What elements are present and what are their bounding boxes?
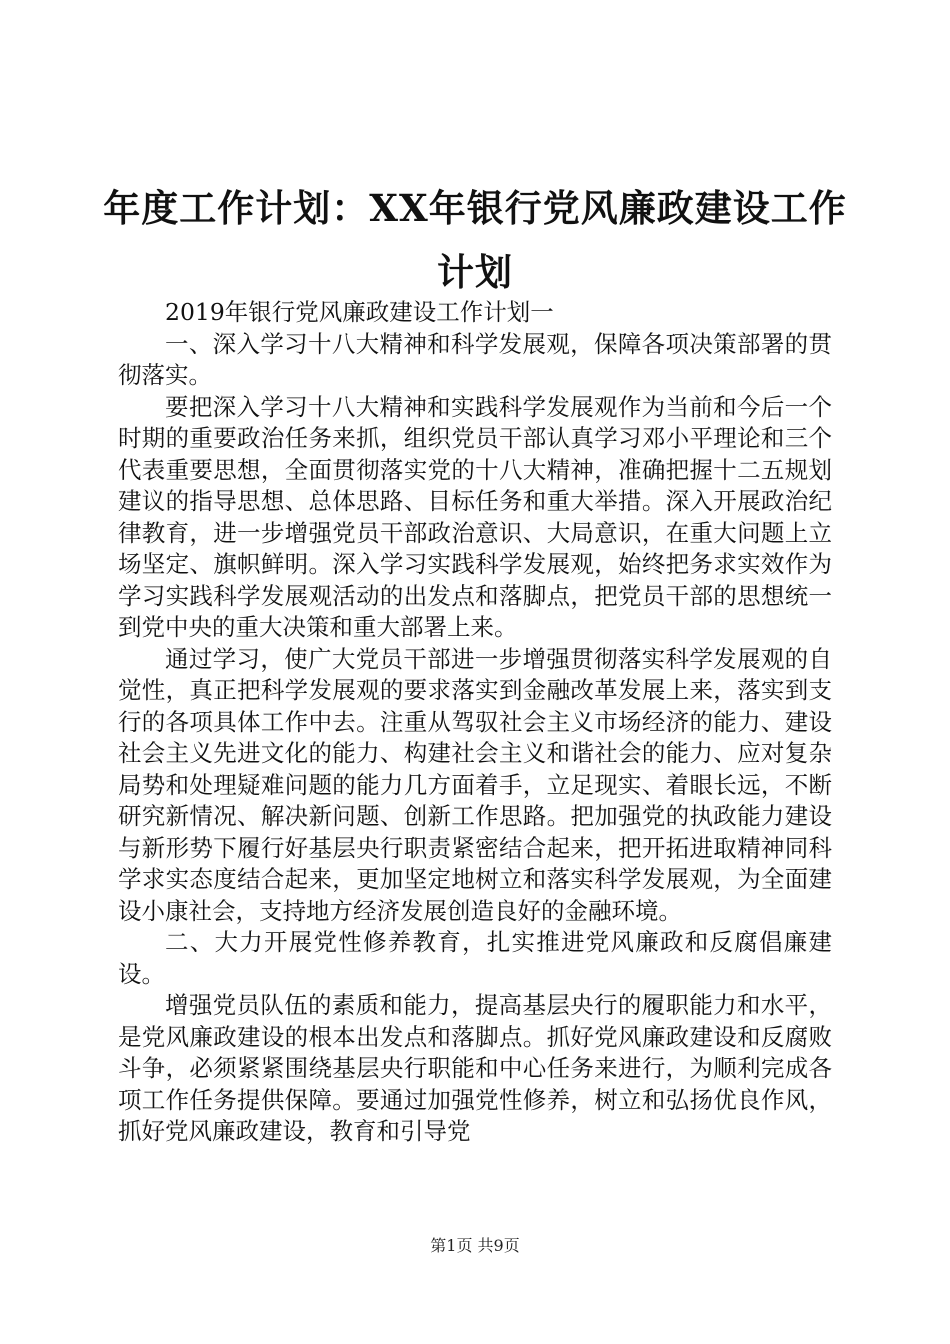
paragraph: 要把深入学习十八大精神和实践科学发展观作为当前和今后一个时期的重要政治任务来抓，组织党员干部认真学习邓小平理论和三个代表重要思想，全面贯彻落实党的十八大精神，准确把握十二五规划建议的指导思想、总体思路、目标任务和重大举措。深入开展政治纪律教育，进一步增强党员干部政治意识、大局意识，在重大问题上立场坚定、旗帜鲜明。深入学习实践科学发展观，始终把务求实效作为学习实践科学发展观活动的出发点和落脚点，把党员干部的思想统一到党中央的重大决策和重大部署上来。	[118, 392, 832, 641]
paragraph: 通过学习，使广大党员干部进一步增强贯彻落实科学发展观的自觉性，真正把科学发展观的要求落实到金融改革发展上来，落实到支行的各项具体工作中去。注重从驾驭社会主义市场经济的能力、建设社会主义先进文化的能力、构建社会主义和谐社会的能力、应对复杂局势和处理疑难问题的能力几方面着手，立足现实、着眼长远，不断研究新情况、解决新问题、创新工作思路。把加强党的执政能力建设与新形势下履行好基层央行职责紧密结合起来，把开拓进取精神同科学求实态度结合起来，更加坚定地树立和落实科学发展观，为全面建设小康社会，支持地方经济发展创造良好的金融环境。	[118, 644, 832, 925]
document-title: 年度工作计划：XX年银行党风廉政建设工作计划	[103, 186, 847, 294]
document-body	[118, 297, 832, 1148]
paragraph-section-two-heading: 二、大力开展党性修养教育，扎实推进党风廉政和反腐倡廉建设。	[118, 928, 832, 988]
paragraph-subtitle: 2019年银行党风廉政建设工作计划一	[165, 298, 554, 326]
paragraph: 增强党员队伍的素质和能力，提高基层央行的履职能力和水平，是党风廉政建设的根本出发点和落脚点。抓好党风廉政建设和反腐败斗争，必须紧紧围绕基层央行职能和中心任务来进行，为顺利完成各项工作任务提供保障。要通过加强党性修养，树立和弘扬优良作风，抓好党风廉政建设，教育和引导党	[118, 991, 832, 1145]
page-number-footer: 第1页 共9页	[430, 1236, 520, 1255]
paragraph-section-one-heading: 一、深入学习十八大精神和科学发展观，保障各项决策部署的贯彻落实。	[118, 329, 832, 389]
